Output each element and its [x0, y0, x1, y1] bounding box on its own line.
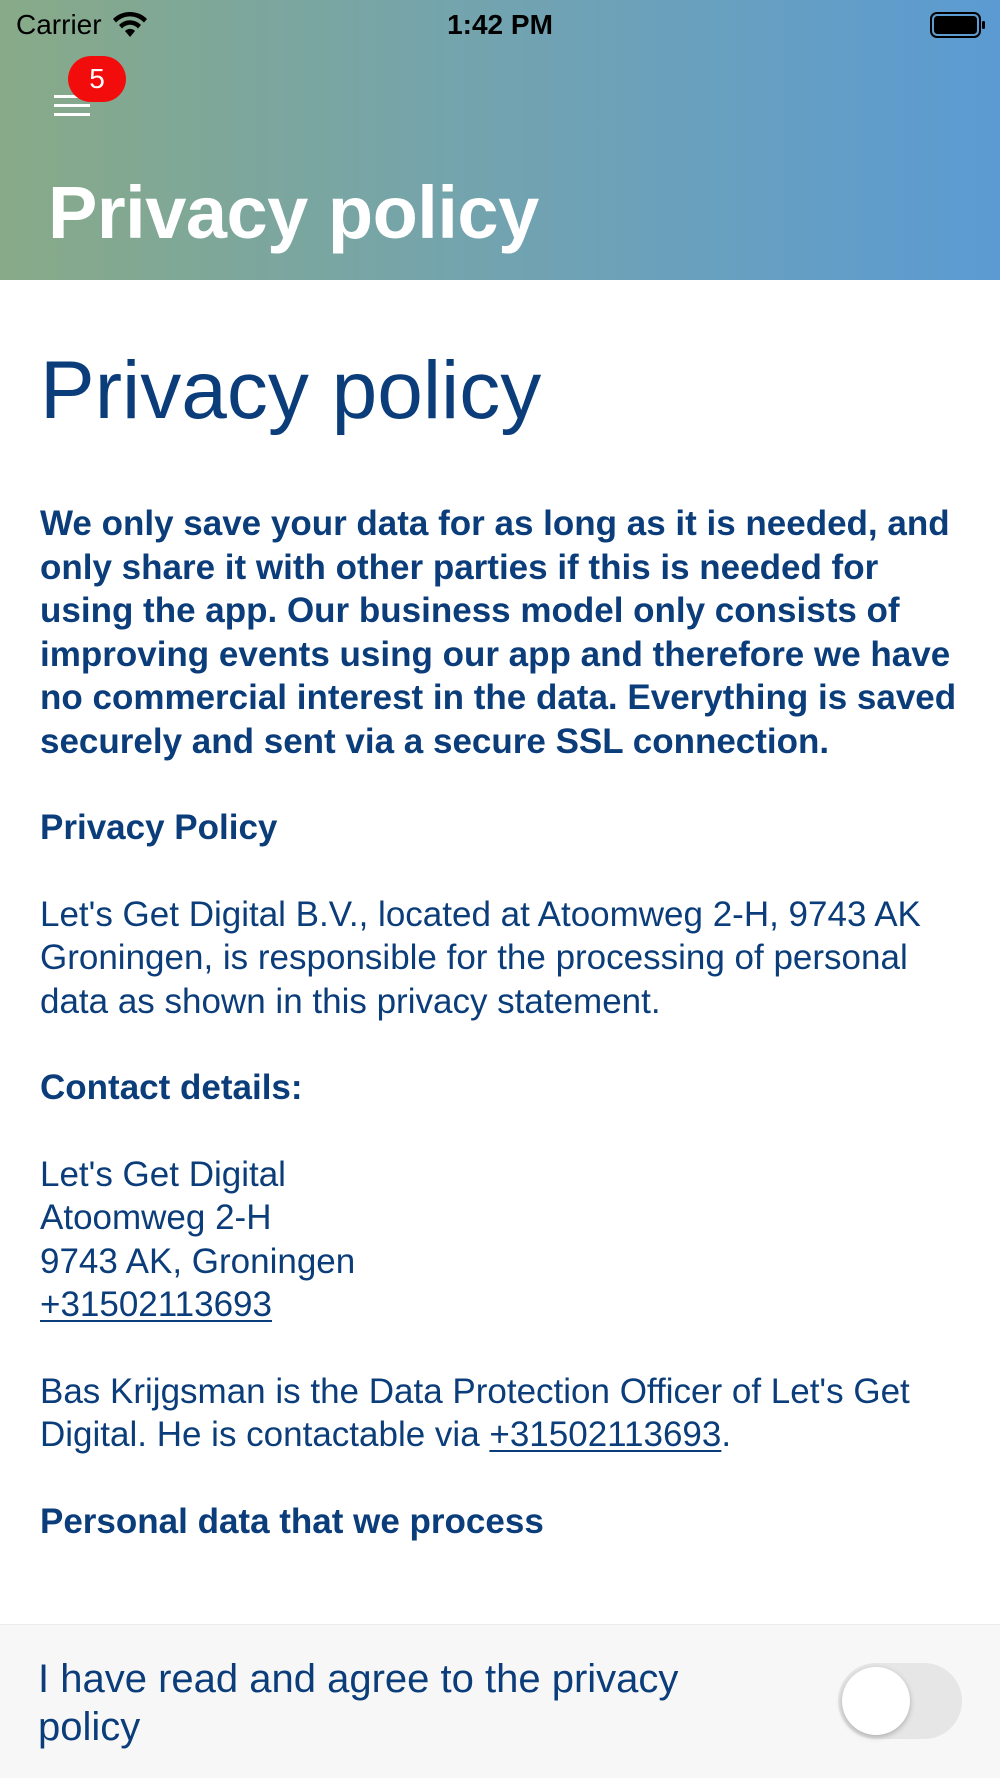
status-time: 1:42 PM: [447, 9, 553, 40]
contact-address: [40, 1153, 962, 1327]
dpo-phone-link[interactable]: +31502113693: [489, 1415, 722, 1454]
contact-company: Let's Get Digital: [40, 1154, 286, 1194]
app-header: [0, 0, 1000, 280]
page-title: Privacy policy: [40, 345, 542, 436]
privacy-text: Let's Get Digital B.V., located at Atoomweg 2-H, 9743 AK Groningen, is responsible for the processing of personal data as shown in this privacy statement.: [40, 894, 921, 1021]
agree-label: I have read and agree to the privacy policy: [38, 1657, 679, 1749]
contact-phone-link[interactable]: +31502113693: [40, 1285, 272, 1324]
contact-street: Atoomweg 2-H: [40, 1198, 272, 1237]
privacy-heading: Privacy Policy: [40, 808, 278, 847]
toggle-knob[interactable]: [842, 1667, 910, 1735]
agree-toggle[interactable]: [838, 1663, 962, 1739]
header-title: Privacy policy: [48, 171, 539, 254]
contact-city: 9743 AK, Groningen: [40, 1241, 356, 1281]
agreement-footer: [0, 1624, 1000, 1778]
dpo-text-before: Bas Krijgsman is the Data Protection Officer of Let's Get Digital. He is contactable via: [40, 1371, 910, 1454]
policy-content[interactable]: [0, 280, 1000, 1624]
contact-heading: Contact details:: [40, 1068, 303, 1107]
dpo-text-after: .: [721, 1415, 732, 1454]
status-bar: [0, 0, 1000, 50]
personal-data-heading: Personal data that we process: [40, 1501, 544, 1541]
intro-text: We only save your data for as long as it is needed, and only share it with other parties if this is needed for using the app. Our business model only consists of improving events using our app and therefore we have no commercial interest in the data. Everything is saved securely and sent via a secure SSL connection.: [40, 504, 957, 761]
battery-full-icon: [930, 12, 986, 38]
dpo-text: [40, 1370, 962, 1457]
notification-badge: 5: [68, 56, 126, 102]
carrier-label: Carrier: [16, 9, 102, 40]
